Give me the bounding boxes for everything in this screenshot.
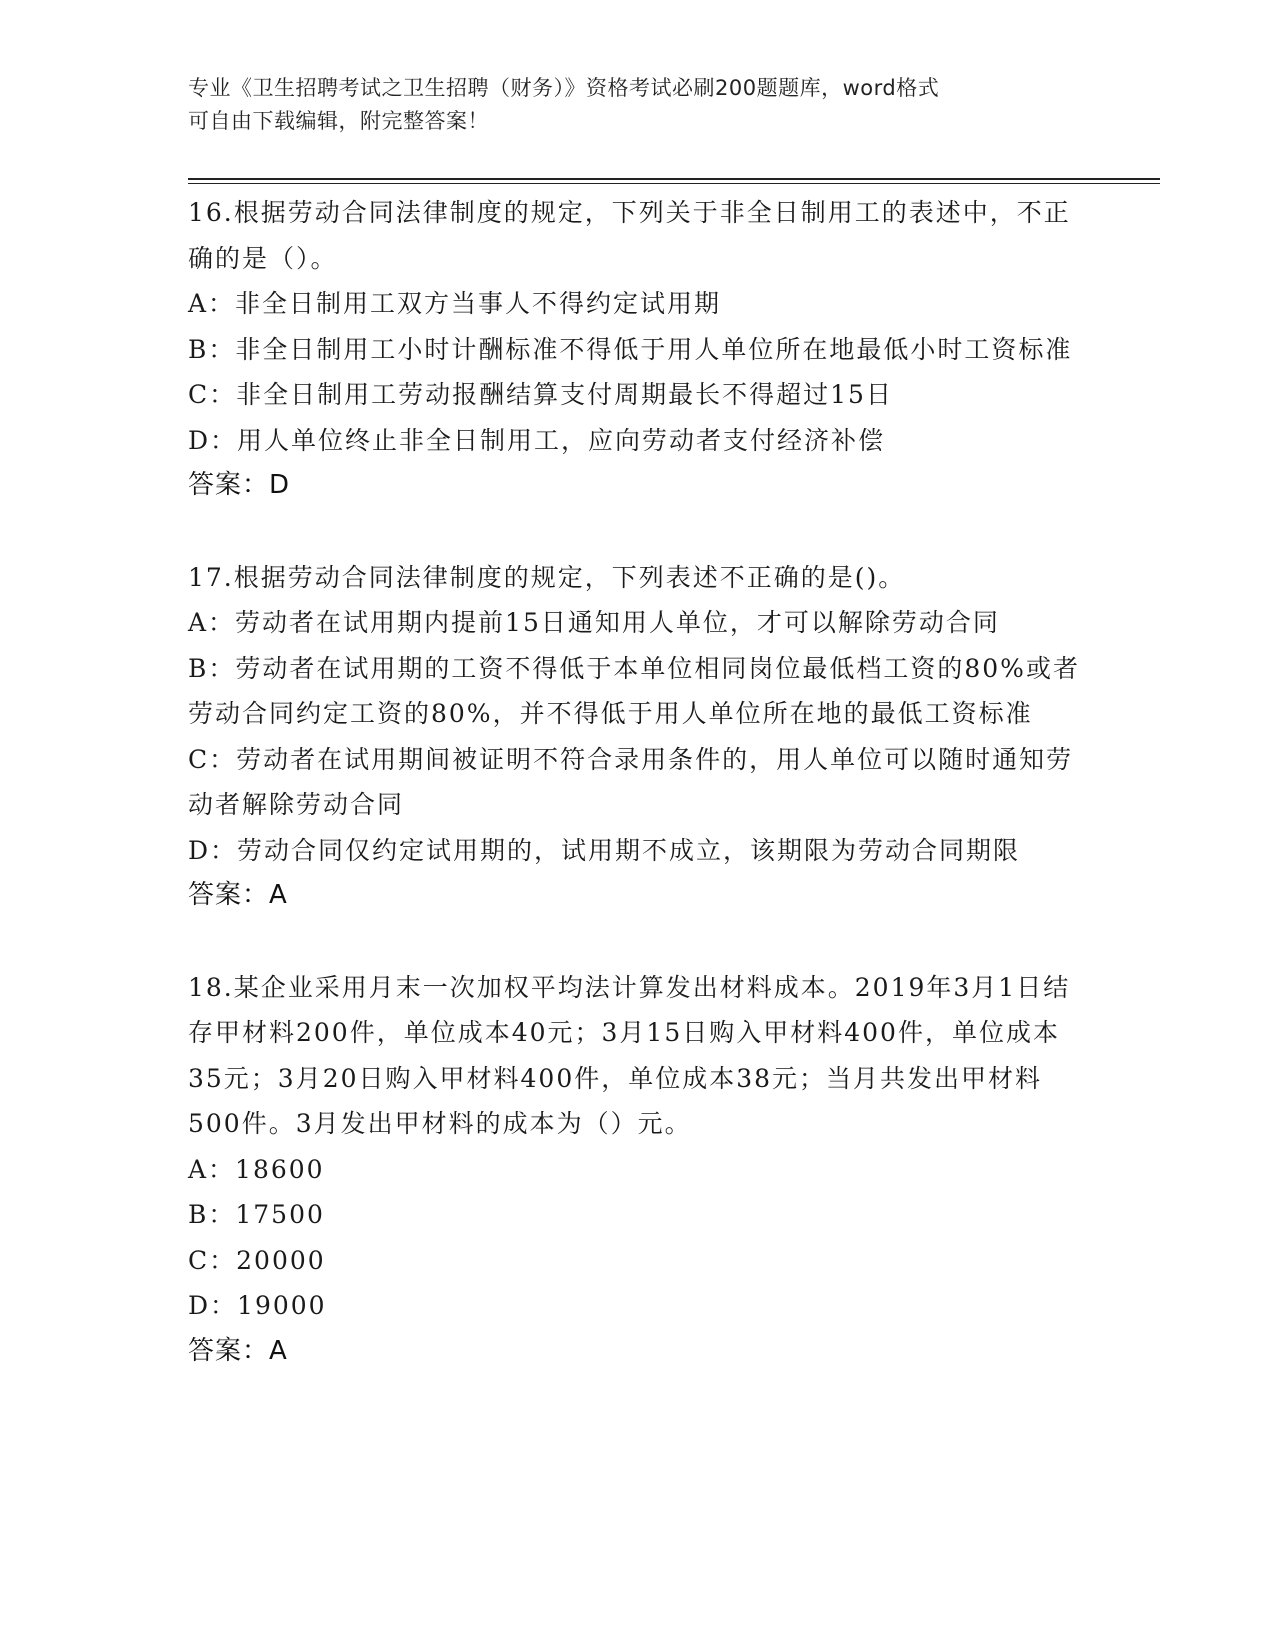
question-spacer [188,509,1088,555]
option-c: C：非全日制用工劳动报酬结算支付周期最长不得超过15日 [188,380,893,409]
question-18 [188,965,1088,1375]
option-a: A：非全日制用工双方当事人不得约定试用期 [188,289,722,318]
question-list [188,190,1088,1374]
option-b: B：劳动者在试用期的工资不得低于本单位相同岗位最低档工资的80%或者劳动合同约定工资的80%，并不得低于用人单位所在地的最低工资标准 [188,653,1080,728]
question-17 [188,555,1088,919]
question-stem: 18.某企业采用月末一次加权平均法计算发出材料成本。2019年3月1日结存甲材料200件，单位成本40元；3月15日购入甲材料400件，单位成本35元；3月20日购入甲材料400件，单位成本38元；当月共发出甲材料500件。3月发出甲材料的成本为（）元。 [188,972,1071,1138]
question-spacer [188,919,1088,965]
document-header [188,72,1068,138]
option-c: C：20000 [188,1245,326,1275]
option-a: A：劳动者在试用期内提前15日通知用人单位，才可以解除劳动合同 [188,608,1000,637]
header-line-1: 专业《卫生招聘考试之卫生招聘（财务）》资格考试必刷200题题库，word格式 [188,76,940,100]
option-c: C：劳动者在试用期间被证明不符合录用条件的，用人单位可以随时通知劳动者解除劳动合同 [188,744,1074,819]
answer-label: 答案：A [188,880,288,910]
question-16 [188,190,1088,509]
option-d: D：用人单位终止非全日制用工，应向劳动者支付经济补偿 [188,425,886,455]
question-stem: 16.根据劳动合同法律制度的规定，下列关于非全日制用工的表述中，不正确的是（）。 [188,198,1071,273]
header-divider-thin [188,183,1160,184]
answer-label: 答案：A [188,1335,288,1366]
answer-label: 答案：D [188,470,291,500]
header-line-2: 可自由下载编辑，附完整答案！ [188,109,489,133]
option-b: B：17500 [188,1200,325,1229]
option-d: D：劳动合同仅约定试用期的，试用期不成立，该期限为劳动合同期限 [188,835,1021,865]
option-b: B：非全日制用工小时计酬标准不得低于用人单位所在地最低小时工资标准 [188,334,1073,364]
option-a: A：18600 [188,1154,325,1184]
header-divider-thick [188,178,1160,180]
question-stem: 17.根据劳动合同法律制度的规定，下列表述不正确的是()。 [188,562,906,592]
option-d: D：19000 [188,1291,327,1320]
